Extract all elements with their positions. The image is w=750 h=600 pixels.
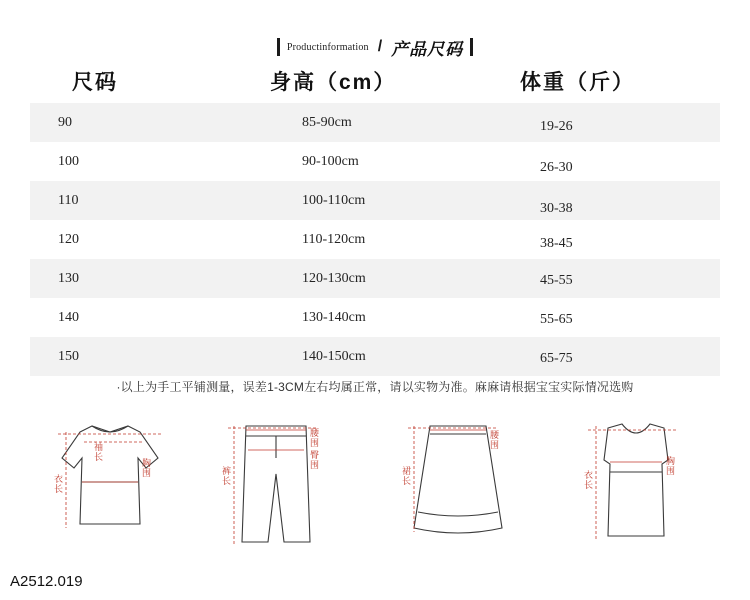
label-sleeve-length: 袖长 [93, 442, 103, 462]
label-pants-length: 裤长 [221, 466, 231, 486]
cell-weight: 26-30 [540, 159, 573, 175]
column-header-height: 身高（cm） [270, 70, 397, 94]
table-row [30, 103, 720, 142]
cell-weight: 19-26 [540, 118, 573, 134]
diagram-skirt [374, 412, 550, 562]
cell-size: 110 [58, 192, 79, 208]
label-bust: 胸围 [141, 458, 151, 478]
table-header-row [30, 58, 720, 103]
cell-weight: 55-65 [540, 311, 573, 327]
cell-height: 120-130cm [302, 270, 366, 286]
cell-height: 130-140cm [302, 309, 366, 325]
measurement-diagrams [22, 412, 728, 562]
cell-size: 150 [58, 348, 79, 364]
pants-garment-icon [198, 412, 374, 562]
cell-size: 140 [58, 309, 79, 325]
cell-size: 90 [58, 114, 72, 130]
cell-weight: 45-55 [540, 272, 573, 288]
diagram-pants [198, 412, 374, 562]
label-garment-length: 衣长 [53, 474, 63, 494]
diagram-top [22, 412, 198, 562]
product-code: A2512.019 [10, 573, 83, 590]
column-header-weight: 体重（斤） [520, 70, 635, 94]
cell-weight: 38-45 [540, 235, 573, 251]
header-right-bar [470, 38, 473, 56]
header-cn-title: 产品尺码 [391, 39, 464, 59]
header-left-bar [277, 38, 280, 56]
label-hip: 臀围 [309, 450, 319, 470]
label-waist: 腰围 [489, 430, 499, 450]
table-row [30, 220, 720, 259]
top-garment-icon [22, 412, 198, 562]
header [0, 36, 750, 58]
size-table [30, 58, 720, 376]
header-en-label: Productinformation [286, 41, 369, 53]
measurement-note: ·以上为手工平铺测量，误差1-3CM左右均属正常，请以实物为准。麻麻请根据宝宝实际情况选购 [116, 380, 634, 394]
cell-height: 90-100cm [302, 153, 359, 169]
column-header-size: 尺码 [72, 70, 118, 94]
cell-height: 100-110cm [302, 192, 366, 208]
label-garment-length: 衣长 [583, 470, 593, 490]
label-waist: 腰围 [309, 428, 319, 448]
table-row [30, 181, 720, 220]
cell-size: 120 [58, 231, 79, 247]
table-row [30, 259, 720, 298]
cell-weight: 30-38 [540, 200, 573, 216]
cell-size: 130 [58, 270, 79, 286]
table-row [30, 142, 720, 181]
table-row [30, 298, 720, 337]
label-skirt-length: 裙长 [401, 466, 411, 486]
cell-weight: 65-75 [540, 350, 573, 366]
header-separator: / [377, 38, 383, 55]
cell-height: 85-90cm [302, 114, 352, 130]
cell-height: 110-120cm [302, 231, 366, 247]
dress-garment-icon [550, 412, 726, 562]
table-row [30, 337, 720, 376]
skirt-garment-icon [374, 412, 550, 562]
diagram-dress [550, 412, 726, 562]
label-bust: 胸围 [665, 456, 675, 476]
cell-size: 100 [58, 153, 79, 169]
cell-height: 140-150cm [302, 348, 366, 364]
